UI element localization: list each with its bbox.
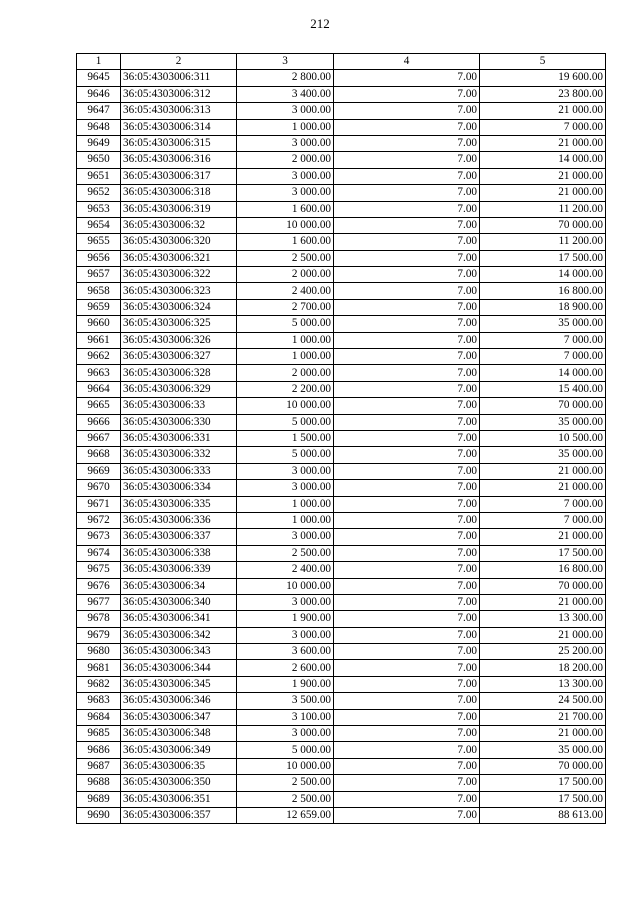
cadastral-number-cell: 36:05:4303006:345 [121,676,237,692]
row-index-cell: 9661 [77,332,121,348]
cadastral-number-cell: 36:05:4303006:319 [121,201,237,217]
cadastral-number-cell: 36:05:4303006:350 [121,775,237,791]
total-cell: 17 500.00 [480,250,606,266]
area-cell: 5 000.00 [237,742,334,758]
row-index-cell: 9660 [77,316,121,332]
table-row [77,152,606,168]
cadastral-number-cell: 36:05:4303006:346 [121,693,237,709]
rate-cell: 7.00 [334,758,480,774]
table-row [77,168,606,184]
area-cell: 10 000.00 [237,398,334,414]
table-row [77,283,606,299]
cadastral-number-cell: 36:05:4303006:338 [121,545,237,561]
table-row [77,627,606,643]
table-row [77,660,606,676]
cadastral-number-cell: 36:05:4303006:339 [121,562,237,578]
rate-cell: 7.00 [334,496,480,512]
total-cell: 7 000.00 [480,496,606,512]
rate-cell: 7.00 [334,611,480,627]
cadastral-number-cell: 36:05:4303006:34 [121,578,237,594]
rate-cell: 7.00 [334,201,480,217]
total-cell: 21 000.00 [480,185,606,201]
area-cell: 12 659.00 [237,807,334,823]
area-cell: 2 200.00 [237,381,334,397]
area-cell: 3 000.00 [237,168,334,184]
total-cell: 16 800.00 [480,283,606,299]
cadastral-number-cell: 36:05:4303006:320 [121,234,237,250]
area-cell: 3 100.00 [237,709,334,725]
table-row [77,807,606,823]
row-index-cell: 9656 [77,250,121,266]
table-row [77,512,606,528]
total-cell: 14 000.00 [480,267,606,283]
area-cell: 1 000.00 [237,119,334,135]
total-cell: 70 000.00 [480,398,606,414]
cadastral-number-cell: 36:05:4303006:312 [121,86,237,102]
area-cell: 3 000.00 [237,594,334,610]
total-cell: 7 000.00 [480,332,606,348]
area-cell: 1 000.00 [237,332,334,348]
cadastral-number-cell: 36:05:4303006:335 [121,496,237,512]
table-row [77,86,606,102]
table-row [77,726,606,742]
cadastral-number-cell: 36:05:4303006:326 [121,332,237,348]
total-cell: 35 000.00 [480,414,606,430]
row-index-cell: 9680 [77,644,121,660]
table-row [77,398,606,414]
row-index-cell: 9673 [77,529,121,545]
row-index-cell: 9683 [77,693,121,709]
row-index-cell: 9654 [77,217,121,233]
rate-cell: 7.00 [334,152,480,168]
cadastral-number-cell: 36:05:4303006:327 [121,349,237,365]
total-cell: 35 000.00 [480,742,606,758]
area-cell: 1 600.00 [237,201,334,217]
rate-cell: 7.00 [334,676,480,692]
table-row [77,496,606,512]
rate-cell: 7.00 [334,480,480,496]
total-cell: 35 000.00 [480,447,606,463]
total-cell: 18 900.00 [480,299,606,315]
area-cell: 2 500.00 [237,791,334,807]
table-row [77,201,606,217]
row-index-cell: 9650 [77,152,121,168]
rate-cell: 7.00 [334,217,480,233]
row-index-cell: 9675 [77,562,121,578]
row-index-cell: 9655 [77,234,121,250]
area-cell: 2 800.00 [237,70,334,86]
rate-cell: 7.00 [334,349,480,365]
table-row [77,480,606,496]
table-row [77,529,606,545]
total-cell: 13 300.00 [480,611,606,627]
cadastral-number-cell: 36:05:4303006:351 [121,791,237,807]
rate-cell: 7.00 [334,316,480,332]
table-row [77,70,606,86]
table-row [77,332,606,348]
rate-cell: 7.00 [334,709,480,725]
table-row [77,217,606,233]
total-cell: 24 500.00 [480,693,606,709]
area-cell: 3 500.00 [237,693,334,709]
rate-cell: 7.00 [334,660,480,676]
table-row [77,299,606,315]
area-cell: 3 000.00 [237,627,334,643]
rate-cell: 7.00 [334,283,480,299]
area-cell: 3 000.00 [237,463,334,479]
rate-cell: 7.00 [334,627,480,643]
total-cell: 25 200.00 [480,644,606,660]
row-index-cell: 9687 [77,758,121,774]
rate-cell: 7.00 [334,693,480,709]
rate-cell: 7.00 [334,742,480,758]
column-header-cadastral-number: 2 [121,54,237,70]
row-index-cell: 9651 [77,168,121,184]
row-index-cell: 9671 [77,496,121,512]
area-cell: 2 500.00 [237,775,334,791]
row-index-cell: 9677 [77,594,121,610]
total-cell: 18 200.00 [480,660,606,676]
row-index-cell: 9663 [77,365,121,381]
cadastral-number-cell: 36:05:4303006:317 [121,168,237,184]
rate-cell: 7.00 [334,562,480,578]
table-row [77,316,606,332]
page-number: 212 [310,16,330,31]
cadastral-number-cell: 36:05:4303006:32 [121,217,237,233]
total-cell: 21 000.00 [480,594,606,610]
area-cell: 5 000.00 [237,414,334,430]
cadastral-number-cell: 36:05:4303006:357 [121,807,237,823]
area-cell: 5 000.00 [237,316,334,332]
row-index-cell: 9667 [77,430,121,446]
table-row [77,119,606,135]
rate-cell: 7.00 [334,512,480,528]
area-cell: 2 000.00 [237,152,334,168]
rate-cell: 7.00 [334,578,480,594]
row-index-cell: 9674 [77,545,121,561]
row-index-cell: 9657 [77,267,121,283]
row-index-cell: 9664 [77,381,121,397]
total-cell: 21 000.00 [480,463,606,479]
cadastral-number-cell: 36:05:4303006:334 [121,480,237,496]
cadastral-number-cell: 36:05:4303006:340 [121,594,237,610]
cadastral-number-cell: 36:05:4303006:347 [121,709,237,725]
table-row [77,234,606,250]
cadastral-number-cell: 36:05:4303006:342 [121,627,237,643]
cadastral-number-cell: 36:05:4303006:318 [121,185,237,201]
total-cell: 35 000.00 [480,316,606,332]
table-row [77,267,606,283]
rate-cell: 7.00 [334,807,480,823]
table-row [77,250,606,266]
table-row [77,381,606,397]
area-cell: 2 000.00 [237,365,334,381]
row-index-cell: 9686 [77,742,121,758]
table-row [77,791,606,807]
area-cell: 1 900.00 [237,611,334,627]
row-index-cell: 9659 [77,299,121,315]
total-cell: 16 800.00 [480,562,606,578]
area-cell: 1 000.00 [237,512,334,528]
total-cell: 11 200.00 [480,234,606,250]
rate-cell: 7.00 [334,234,480,250]
total-cell: 7 000.00 [480,512,606,528]
table-row [77,693,606,709]
land-plots-table [76,53,606,824]
rate-cell: 7.00 [334,365,480,381]
total-cell: 70 000.00 [480,578,606,594]
row-index-cell: 9658 [77,283,121,299]
cadastral-number-cell: 36:05:4303006:321 [121,250,237,266]
rate-cell: 7.00 [334,726,480,742]
rate-cell: 7.00 [334,332,480,348]
row-index-cell: 9648 [77,119,121,135]
table-row [77,676,606,692]
rate-cell: 7.00 [334,250,480,266]
row-index-cell: 9670 [77,480,121,496]
row-index-cell: 9685 [77,726,121,742]
rate-cell: 7.00 [334,791,480,807]
rate-cell: 7.00 [334,135,480,151]
rate-cell: 7.00 [334,168,480,184]
rate-cell: 7.00 [334,103,480,119]
total-cell: 21 000.00 [480,726,606,742]
row-index-cell: 9678 [77,611,121,627]
rate-cell: 7.00 [334,267,480,283]
total-cell: 17 500.00 [480,545,606,561]
area-cell: 10 000.00 [237,578,334,594]
row-index-cell: 9652 [77,185,121,201]
rate-cell: 7.00 [334,86,480,102]
cadastral-number-cell: 36:05:4303006:35 [121,758,237,774]
row-index-cell: 9688 [77,775,121,791]
row-index-cell: 9668 [77,447,121,463]
cadastral-number-cell: 36:05:4303006:313 [121,103,237,119]
rate-cell: 7.00 [334,775,480,791]
total-cell: 21 000.00 [480,627,606,643]
table-row [77,135,606,151]
column-header-total: 5 [480,54,606,70]
row-index-cell: 9653 [77,201,121,217]
rate-cell: 7.00 [334,381,480,397]
rate-cell: 7.00 [334,463,480,479]
rate-cell: 7.00 [334,644,480,660]
table-row [77,775,606,791]
area-cell: 3 000.00 [237,185,334,201]
cadastral-number-cell: 36:05:4303006:311 [121,70,237,86]
row-index-cell: 9666 [77,414,121,430]
row-index-cell: 9689 [77,791,121,807]
area-cell: 1 000.00 [237,496,334,512]
area-cell: 1 500.00 [237,430,334,446]
rate-cell: 7.00 [334,414,480,430]
rate-cell: 7.00 [334,529,480,545]
table-row [77,742,606,758]
area-cell: 2 700.00 [237,299,334,315]
cadastral-number-cell: 36:05:4303006:325 [121,316,237,332]
cadastral-number-cell: 36:05:4303006:33 [121,398,237,414]
column-header-index: 1 [77,54,121,70]
rate-cell: 7.00 [334,185,480,201]
column-header-rate: 4 [334,54,480,70]
total-cell: 17 500.00 [480,775,606,791]
row-index-cell: 9679 [77,627,121,643]
total-cell: 17 500.00 [480,791,606,807]
cadastral-number-cell: 36:05:4303006:315 [121,135,237,151]
cadastral-number-cell: 36:05:4303006:330 [121,414,237,430]
cadastral-number-cell: 36:05:4303006:337 [121,529,237,545]
area-cell: 3 000.00 [237,529,334,545]
cadastral-number-cell: 36:05:4303006:343 [121,644,237,660]
area-cell: 3 000.00 [237,135,334,151]
area-cell: 10 000.00 [237,758,334,774]
cadastral-number-cell: 36:05:4303006:332 [121,447,237,463]
total-cell: 70 000.00 [480,758,606,774]
total-cell: 88 613.00 [480,807,606,823]
table-row [77,414,606,430]
cadastral-number-cell: 36:05:4303006:336 [121,512,237,528]
row-index-cell: 9672 [77,512,121,528]
table-row [77,545,606,561]
cadastral-number-cell: 36:05:4303006:341 [121,611,237,627]
total-cell: 23 800.00 [480,86,606,102]
rate-cell: 7.00 [334,119,480,135]
total-cell: 21 700.00 [480,709,606,725]
cadastral-number-cell: 36:05:4303006:314 [121,119,237,135]
table-row [77,365,606,381]
row-index-cell: 9690 [77,807,121,823]
table-row [77,562,606,578]
area-cell: 10 000.00 [237,217,334,233]
total-cell: 14 000.00 [480,365,606,381]
area-cell: 2 500.00 [237,545,334,561]
total-cell: 14 000.00 [480,152,606,168]
area-cell: 1 600.00 [237,234,334,250]
table-row [77,103,606,119]
total-cell: 21 000.00 [480,529,606,545]
cadastral-number-cell: 36:05:4303006:348 [121,726,237,742]
total-cell: 13 300.00 [480,676,606,692]
area-cell: 2 400.00 [237,283,334,299]
area-cell: 5 000.00 [237,447,334,463]
cadastral-number-cell: 36:05:4303006:328 [121,365,237,381]
row-index-cell: 9662 [77,349,121,365]
table-row [77,430,606,446]
total-cell: 21 000.00 [480,168,606,184]
total-cell: 21 000.00 [480,103,606,119]
rate-cell: 7.00 [334,398,480,414]
area-cell: 3 400.00 [237,86,334,102]
row-index-cell: 9665 [77,398,121,414]
total-cell: 10 500.00 [480,430,606,446]
cadastral-number-cell: 36:05:4303006:329 [121,381,237,397]
total-cell: 7 000.00 [480,349,606,365]
table-header-row [77,54,606,70]
row-index-cell: 9682 [77,676,121,692]
row-index-cell: 9684 [77,709,121,725]
cadastral-number-cell: 36:05:4303006:344 [121,660,237,676]
row-index-cell: 9681 [77,660,121,676]
table-row [77,349,606,365]
rate-cell: 7.00 [334,545,480,561]
cadastral-number-cell: 36:05:4303006:333 [121,463,237,479]
table-row [77,578,606,594]
table-row [77,709,606,725]
rate-cell: 7.00 [334,447,480,463]
area-cell: 2 000.00 [237,267,334,283]
table-row [77,594,606,610]
area-cell: 3 000.00 [237,480,334,496]
table-row [77,644,606,660]
table-row [77,611,606,627]
cadastral-number-cell: 36:05:4303006:323 [121,283,237,299]
table-row [77,185,606,201]
row-index-cell: 9676 [77,578,121,594]
rate-cell: 7.00 [334,299,480,315]
row-index-cell: 9645 [77,70,121,86]
cadastral-number-cell: 36:05:4303006:331 [121,430,237,446]
column-header-area: 3 [237,54,334,70]
area-cell: 1 900.00 [237,676,334,692]
area-cell: 3 000.00 [237,726,334,742]
cadastral-number-cell: 36:05:4303006:349 [121,742,237,758]
table-body [77,70,606,824]
cadastral-number-cell: 36:05:4303006:324 [121,299,237,315]
row-index-cell: 9647 [77,103,121,119]
total-cell: 15 400.00 [480,381,606,397]
total-cell: 19 600.00 [480,70,606,86]
row-index-cell: 9649 [77,135,121,151]
rate-cell: 7.00 [334,70,480,86]
total-cell: 11 200.00 [480,201,606,217]
rate-cell: 7.00 [334,430,480,446]
total-cell: 7 000.00 [480,119,606,135]
cadastral-number-cell: 36:05:4303006:316 [121,152,237,168]
cadastral-number-cell: 36:05:4303006:322 [121,267,237,283]
area-cell: 3 000.00 [237,103,334,119]
row-index-cell: 9646 [77,86,121,102]
area-cell: 3 600.00 [237,644,334,660]
area-cell: 2 500.00 [237,250,334,266]
area-cell: 1 000.00 [237,349,334,365]
total-cell: 21 000.00 [480,480,606,496]
row-index-cell: 9669 [77,463,121,479]
total-cell: 21 000.00 [480,135,606,151]
table-row [77,758,606,774]
table-row [77,463,606,479]
area-cell: 2 400.00 [237,562,334,578]
total-cell: 70 000.00 [480,217,606,233]
table-row [77,447,606,463]
rate-cell: 7.00 [334,594,480,610]
area-cell: 2 600.00 [237,660,334,676]
